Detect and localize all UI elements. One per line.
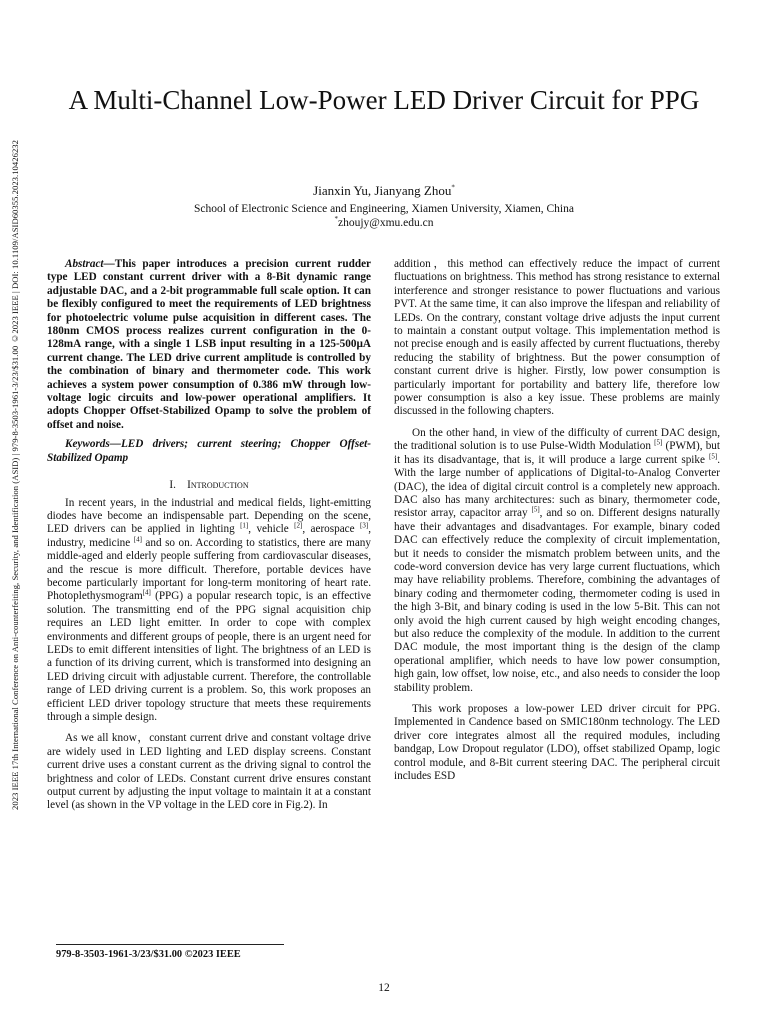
email-address: zhoujy@xmu.edu.cn (337, 217, 434, 229)
citation: [5] (654, 438, 663, 447)
author-mark: * (451, 183, 455, 192)
page-number: 12 (378, 982, 390, 994)
text-run: (PPG) a popular research topic, is an effective solution. The transmitting end of the PPG signal acquisition chip requires an LED light emitter. In order to cope with complex environments and different groups of people, there is an urgent need for LEDs to emit different intensities of light. The brightness of an LED is a function of its driving current, which is transformed into designing an LED driving circuit with adjustable current. Therefore, the controllable range of LED driving current is a problem. So, this work proposes an efficient LED driver topology structure that meets these requirements through a simple design. (47, 590, 371, 723)
text-run: and so on. According to statistics, there are many middle-aged and elderly people suffering from cardiovascular diseases, and the rescue is more difficult. Therefore, portable devices have become particularly important for long-term monitoring of heart rate. Photoplethysmogram (47, 536, 371, 603)
text-run: In recent years, in the industrial and medical fields, light-emitting diodes have become an indispensable part. Depending on the scene, LED drivers can be applied in lighting (47, 496, 371, 536)
author-names: Jianxin Yu, Jianyang Zhou (313, 183, 452, 198)
affiliation: School of Electronic Science and Engineering, Xiamen University, Xiamen, China (194, 203, 574, 215)
section-title: Introduction (187, 479, 249, 492)
text-run: , vehicle (248, 523, 295, 536)
text-run: (PWM), but it has its disadvantage, that is, it will produce a large current spike (394, 440, 721, 466)
citation: [1] (240, 521, 249, 530)
side-note-text: 2023 IEEE 17th International Conference on Anti-counterfeiting, Security, and Identification (ASID) | 979-8-3503-1961-3/23/$31.00 ©2023 IEEE | DOI: 10.1109/ASID60355.2023.10426232 (10, 140, 20, 810)
text-run: , and so on. Different designs naturally have their advantages and disadvantages. For example, binary coded DAC can effectively reduce the complexity of circuit implementation, but it needs to consider the mismatch problem between units, and the code-word conversion device has very large current fluctuations, which may have reliability problems. Therefore, combining the advantages of binary coding and thermometer coding, thermometer coding is used in the high 3-Bit, and binary coding is used in the low 5-Bit. This can not only avoid the high current caused by high weight encoding changes, but also reduce the complexity of the module. In addition to the current DAC module, the most important thing is the design of the clamp operational amplifier, which needs to have low power consumption, high gain, low offset, low noise, etc., and also needs to consider the loop stability problem. (394, 507, 720, 694)
keywords: Keywords—LED drivers; current steering; Chopper Offset-Stabilized Opamp (47, 438, 371, 464)
email-line (60, 216, 708, 231)
citation: [5] (709, 451, 718, 460)
email-mark: * (334, 215, 338, 224)
intro-paragraph-2-continued: addition，this method can effectively reduce the impact of current fluctuations on brightness. This method has strong resistance to external interference and stronger resistance to power fluctuations and various PVT. At the same time, it can also improve the lifespan and reliability of LEDs. On the contrary, constant voltage drive adjusts the input current to maintain a constant output voltage. This implementation method is not precise enough and is easily affected by current fluctuations, thereby reducing the stability of brightness. But the power consumption of constant current drive is higher. Firstly, low power consumption is particularly important for portability and battery life, therefore low power consumption is also a key issue. These problems are mainly discussed in the following chapters. (394, 258, 720, 418)
text-run: , industry, medicine (47, 523, 371, 549)
section-heading (47, 479, 371, 492)
intro-paragraph-3 (394, 427, 720, 695)
intro-paragraph-2: As we all know，constant current drive and constant voltage drive are widely used in LED lighting and LED display screens. Constant current drive uses a constant current as the driving signal to control the brightness and color of LEDs. Constant current drive ensures constant output current by adjusting the input voltage to maintain it at a constant level (as shown in the VP voltage in the LED core in Fig.2). In (47, 732, 371, 812)
text-run: On the other hand, in view of the difficulty of current DAC design, the traditional solution is to use Pulse-Width Modulation (394, 426, 720, 453)
abstract-lead: Abstract (65, 258, 104, 270)
author-line (60, 183, 708, 199)
right-column (394, 258, 720, 783)
citation: [5] (531, 505, 540, 514)
intro-paragraph-1 (47, 497, 371, 725)
conference-side-note (8, 140, 22, 880)
abstract-body: —This paper introduces a precision current rudder type LED constant current driver with a 8-Bit dynamic range adjustable DAC, and a 2-bit programmable full scale option. It can be flexibly configured to meet the requirements of LED brightness for photoelectric volume pulse acquisition in different cases. The 180nm CMOS process realizes current configuration in the 0-128mA range, with a single 1 LSB input resulting in a 125-500µA current change. The LED drive current amplitude is controlled by the combination of binary and thermometer code. This work achieves a system power consumption of 0.386 mW through low-voltage logic circuits and low-power operational amplifiers. It adopts Chopper Offset-Stabilized Opamp to solve the problem of offset and noise. (47, 258, 371, 431)
citation: [4] (133, 534, 142, 543)
citation: [2] (294, 521, 303, 530)
footnote-rule (56, 944, 284, 945)
abstract (47, 258, 371, 432)
text-run: , aerospace (302, 523, 361, 536)
section-number: I. (169, 479, 176, 492)
text-run: . With the large number of applications of Digital-to-Analog Converter (DAC), the idea of digital circuit control is a completely new approach. DAC also has many architectures: such as binary, thermometer code, resistor array, capacitor array (394, 453, 720, 520)
copyright-footnote: 979-8-3503-1961-3/23/$31.00 ©2023 IEEE (56, 949, 241, 960)
paper-title: A Multi-Channel Low-Power LED Driver Circuit for PPG (68, 85, 700, 115)
citation: [3] (360, 521, 369, 530)
left-column (47, 258, 371, 813)
citation: [4] (142, 588, 151, 597)
intro-paragraph-4: This work proposes a low-power LED driver circuit for PPG. Implemented in Candence based on SMIC180nm technology. The LED driver core integrates almost all the required modules, including bandgap, Low Dropout regulator (LDO), offset stabilized Opamp, logic control module, and 8-Bit current steering DAC. The peripheral circuit includes ESD (394, 703, 720, 783)
